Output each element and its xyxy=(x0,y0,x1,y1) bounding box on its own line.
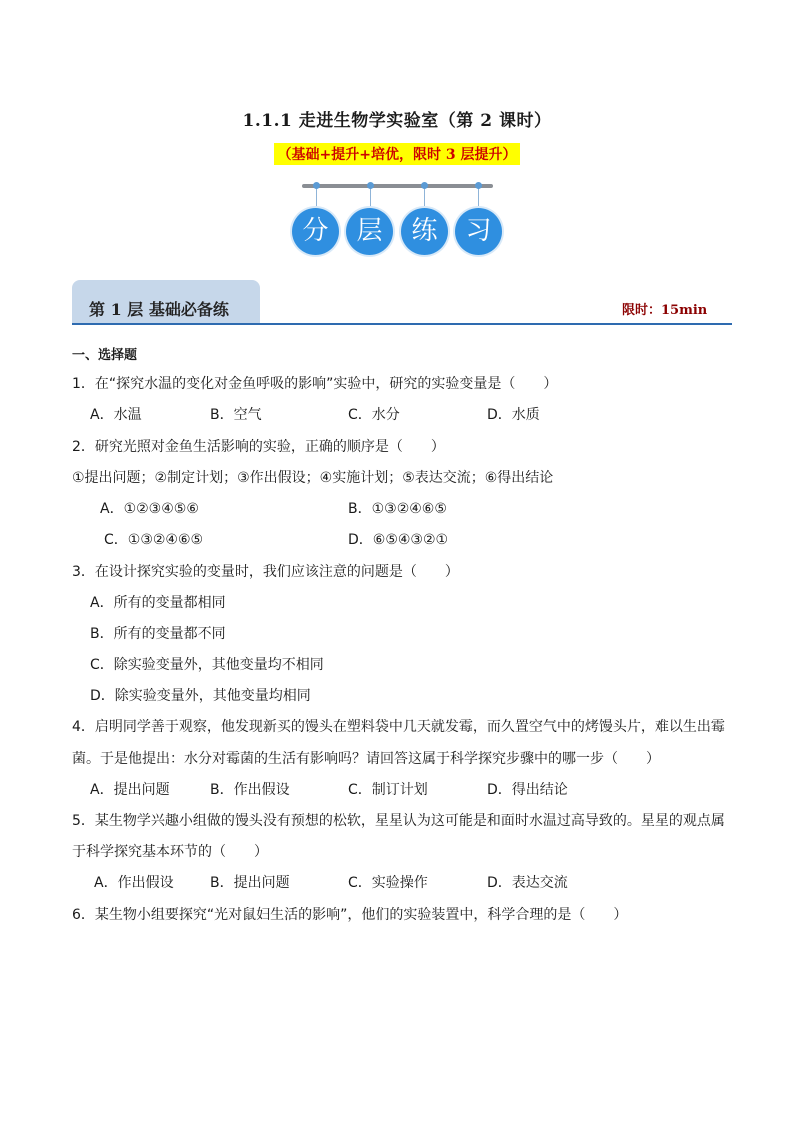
option: B．空气 xyxy=(210,407,262,423)
question-stem: 4．启明同学善于观察，他发现新买的馒头在塑料袋中几天就发霉，而久置空气中的烤馒头片，难以生出霉 xyxy=(72,719,725,735)
page-subtitle: （基础+提升+培优，限时 3 层提升） xyxy=(274,143,521,165)
option: D．除实验变量外，其他变量均相同 xyxy=(90,688,311,704)
option: B．所有的变量都不同 xyxy=(90,626,226,642)
banner-char: 习 xyxy=(455,208,502,255)
question-stem: 3．在设计探究实验的变量时，我们应该注意的问题是（ ） xyxy=(72,564,459,580)
option: B．作出假设 xyxy=(210,782,290,798)
layer-label: 第 1 层 基础必备练 xyxy=(89,300,229,319)
banner-bar xyxy=(302,184,493,188)
question-stem: 2．研究光照对金鱼生活影响的实验，正确的顺序是（ ） xyxy=(72,439,445,455)
question-stem: 菌。于是他提出：水分对霉菌的生活有影响吗？请回答这属于科学探究步骤中的哪一步（ ） xyxy=(72,751,660,767)
question-stem: 6．某生物小组要探究“光对鼠妇生活的影响”，他们的实验装置中，科学合理的是（ ） xyxy=(72,907,628,923)
option: C．实验操作 xyxy=(348,875,428,891)
option: B．提出问题 xyxy=(210,875,290,891)
page-title: 1.1.1 走进生物学实验室（第 2 课时） xyxy=(242,111,552,131)
banner-pin xyxy=(370,186,371,207)
question-stem: 5．某生物学兴趣小组做的馒头没有预想的松软，星星认为这可能是和面时水温过高导致的。星星的观点属 xyxy=(72,813,725,829)
banner-pin xyxy=(316,186,317,207)
option: A．作出假设 xyxy=(94,875,174,891)
option: A．提出问题 xyxy=(90,782,170,798)
banner-char: 练 xyxy=(401,208,448,255)
option: C．除实验变量外，其他变量均不相同 xyxy=(90,657,324,673)
banner-pin xyxy=(424,186,425,207)
option: A．水温 xyxy=(90,407,142,423)
question-steps: ①提出问题；②制定计划；③作出假设；④实施计划；⑤表达交流；⑥得出结论 xyxy=(72,470,554,486)
option: D．水质 xyxy=(487,407,540,423)
section-title: 一、选择题 xyxy=(72,348,138,363)
time-limit: 限时：15min xyxy=(622,303,708,318)
question-stem: 1．在“探究水温的变化对金鱼呼吸的影响”实验中，研究的实验变量是（ ） xyxy=(72,376,558,392)
option: A．①②③④⑤⑥ xyxy=(100,501,199,517)
banner-pin xyxy=(478,186,479,207)
question-stem: 于科学探究基本环节的（ ） xyxy=(72,844,268,860)
option: B．①③②④⑥⑤ xyxy=(348,501,447,517)
section-rule xyxy=(72,323,732,325)
option: C．①③②④⑥⑤ xyxy=(104,532,204,548)
banner-char: 层 xyxy=(346,208,393,255)
option: C．水分 xyxy=(348,407,400,423)
option: D．表达交流 xyxy=(487,875,568,891)
option: D．得出结论 xyxy=(487,782,568,798)
banner-char: 分 xyxy=(292,208,339,255)
option: C．制订计划 xyxy=(348,782,428,798)
option: D．⑥⑤④③②① xyxy=(348,532,449,548)
option: A．所有的变量都相同 xyxy=(90,595,226,611)
